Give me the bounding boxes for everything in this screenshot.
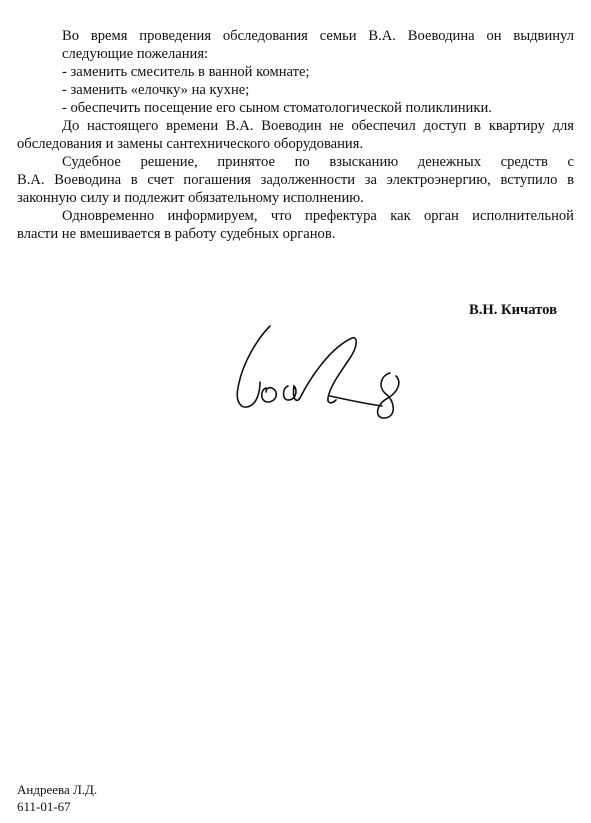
paragraph-3-first-line: Судебное решение, принятое по взысканию денежных средств с: [62, 154, 574, 170]
paragraph-4-second-line: власти не вмешивается в работу судебных органов.: [17, 226, 336, 242]
paragraph-2-first-line: До настоящего времени В.А. Воеводин не обеспечил доступ в квартиру для: [62, 118, 574, 134]
handwritten-signature: [230, 318, 410, 428]
signer-name: В.Н. Кичатов: [469, 302, 557, 318]
executor-phone: 611-01-67: [17, 799, 71, 814]
executor-block: [17, 781, 97, 815]
paragraph-2-second-line: обследования и замены сантехнического оборудования.: [17, 136, 364, 152]
list-item-2: - заменить «елочку» на кухне;: [62, 82, 250, 98]
list-item-3: - обеспечить посещение его сыном стоматологической поликлиники.: [62, 100, 492, 116]
paragraph-3-third-line: законную силу и подлежит обязательному исполнению.: [17, 190, 364, 206]
paragraph-1-second-line: следующие пожелания:: [62, 46, 209, 62]
paragraph-1-first-line: Во время проведения обследования семьи В.А. Воеводина он выдвинул: [62, 28, 574, 44]
executor-name: Андреева Л.Д.: [17, 782, 98, 797]
list-item-1: - заменить смеситель в ванной комнате;: [62, 64, 310, 80]
paragraph-4-first-line: Одновременно информируем, что префектура как орган исполнительной: [62, 208, 574, 224]
paragraph-3-second-line: В.А. Воеводина в счет погашения задолженности за электроэнергию, вступило в: [17, 172, 574, 188]
